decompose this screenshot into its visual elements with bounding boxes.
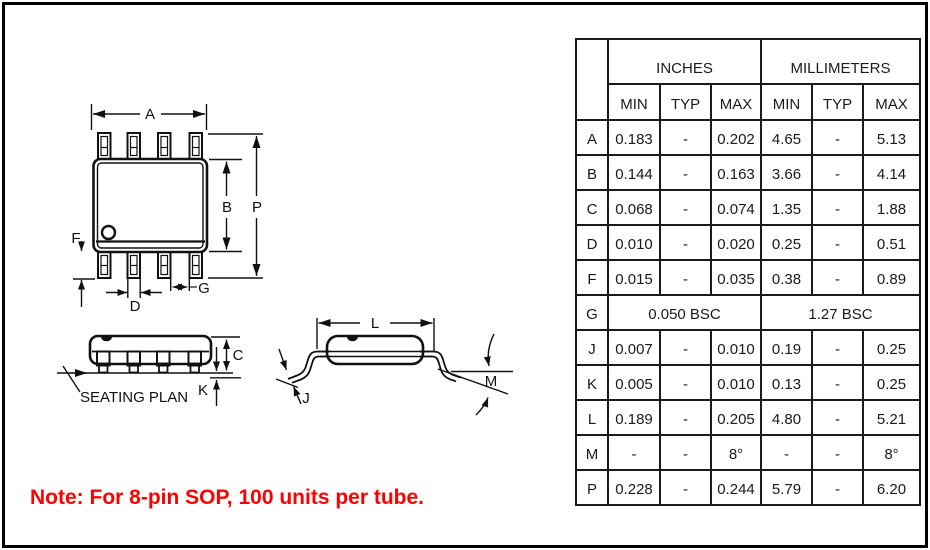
table-cell: 0.25 [863,365,920,400]
table-cell: 0.163 [711,155,761,190]
table-row-D [576,225,920,260]
millimeters-header: MILLIMETERS [761,39,920,84]
table-cell: 0.144 [608,155,660,190]
table-row-C [576,190,920,225]
table-cell: 0.51 [863,225,920,260]
table-cell: 6.20 [863,470,920,505]
table-cell: - [660,400,711,435]
front-view-drawing [57,336,244,406]
col-header: MIN [608,84,660,120]
table-cell: 0.010 [711,365,761,400]
dim-letter: A [576,120,608,155]
table-cell: 0.38 [761,260,812,295]
dim-label-m: M [484,373,498,390]
top-pins [98,133,202,159]
top-view-drawing [71,104,263,315]
corner-cell [576,39,608,120]
table-cell: 0.010 [711,330,761,365]
side-view-drawing [276,315,513,415]
min-typ-max-header-row [576,84,920,120]
col-header: TYP [660,84,711,120]
dim-letter: D [576,225,608,260]
dim-label-d: D [129,298,141,315]
dim-label-a: A [144,106,156,123]
table-row-K [576,365,920,400]
table-cell: 8° [863,435,920,470]
table-cell: 0.228 [608,470,660,505]
table-cell-bsc-inches: 0.050 BSC [608,295,761,330]
table-cell: - [660,190,711,225]
table-cell: 0.244 [711,470,761,505]
dim-letter: L [576,400,608,435]
table-cell: - [812,330,863,365]
table-cell: - [812,260,863,295]
table-cell: 0.010 [608,225,660,260]
dim-letter: G [576,295,608,330]
table-cell: 0.19 [761,330,812,365]
pin1-notch [101,337,112,342]
inches-header: INCHES [608,39,761,84]
table-cell: - [660,365,711,400]
table-cell: - [812,225,863,260]
dim-label-g: G [198,280,210,297]
table-cell: 1.88 [863,190,920,225]
dim-label-b: B [221,199,233,216]
table-cell: 0.183 [608,120,660,155]
table-cell: 3.66 [761,155,812,190]
pin1-indicator-circle [102,226,115,239]
table-row-B [576,155,920,190]
dimensions-table [575,38,921,506]
dim-letter: M [576,435,608,470]
table-cell: 1.35 [761,190,812,225]
front-view-legs [97,352,201,373]
table-cell: - [660,260,711,295]
table-cell: 0.074 [711,190,761,225]
dim-label-p: P [251,199,263,216]
right-lead [420,352,461,378]
package-body-side-view [327,336,423,364]
table-row-A [576,120,920,155]
table-cell: 0.202 [711,120,761,155]
table-cell: 4.14 [863,155,920,190]
unit-header-row [576,39,920,84]
table-row-F [576,260,920,295]
dim-letter: P [576,470,608,505]
table-cell: - [660,330,711,365]
table-cell: 0.007 [608,330,660,365]
col-header: MAX [711,84,761,120]
seating-plane-label: SEATING PLAN [80,389,189,406]
table-cell: 5.21 [863,400,920,435]
table-cell: 5.79 [761,470,812,505]
table-cell: 4.80 [761,400,812,435]
table-cell: - [812,120,863,155]
dim-label-c: C [232,347,244,364]
table-cell: - [660,155,711,190]
table-cell: - [660,225,711,260]
table-cell: 0.015 [608,260,660,295]
table-cell: - [812,400,863,435]
col-header: MIN [761,84,812,120]
table-cell: 0.068 [608,190,660,225]
table-cell: 8° [711,435,761,470]
table-row-J [576,330,920,365]
table-cell-bsc-mm: 1.27 BSC [761,295,920,330]
table-cell: - [812,155,863,190]
table-cell: 0.005 [608,365,660,400]
table-cell: 0.189 [608,400,660,435]
table-cell: 0.205 [711,400,761,435]
table-cell: - [812,365,863,400]
table-row-M [576,435,920,470]
dim-label-k: K [197,382,209,399]
table-cell: - [660,435,711,470]
table-cell: - [761,435,812,470]
table-cell: - [608,435,660,470]
dim-label-j: J [302,390,310,407]
table-cell: - [660,120,711,155]
dim-label-l: L [370,315,380,332]
col-header: TYP [812,84,863,120]
table-cell: - [812,435,863,470]
table-cell: - [812,190,863,225]
tube-note: Note: For 8-pin SOP, 100 units per tube. [30,486,425,509]
col-header: MAX [863,84,920,120]
dim-label-f: F [71,230,81,247]
table-cell: - [660,470,711,505]
table-row-G [576,295,920,330]
dim-letter: F [576,260,608,295]
dim-letter: K [576,365,608,400]
table-cell: 5.13 [863,120,920,155]
table-row-L [576,400,920,435]
table-row-P [576,470,920,505]
dim-letter: C [576,190,608,225]
table-cell: 0.25 [863,330,920,365]
dim-letter: J [576,330,608,365]
table-cell: - [812,470,863,505]
table-cell: 0.035 [711,260,761,295]
table-cell: 4.65 [761,120,812,155]
side-view-notch [347,337,358,342]
table-cell: 0.13 [761,365,812,400]
table-cell: 0.020 [711,225,761,260]
table-cell: 0.89 [863,260,920,295]
dim-letter: B [576,155,608,190]
bottom-pins [98,252,202,278]
table-cell: 0.25 [761,225,812,260]
